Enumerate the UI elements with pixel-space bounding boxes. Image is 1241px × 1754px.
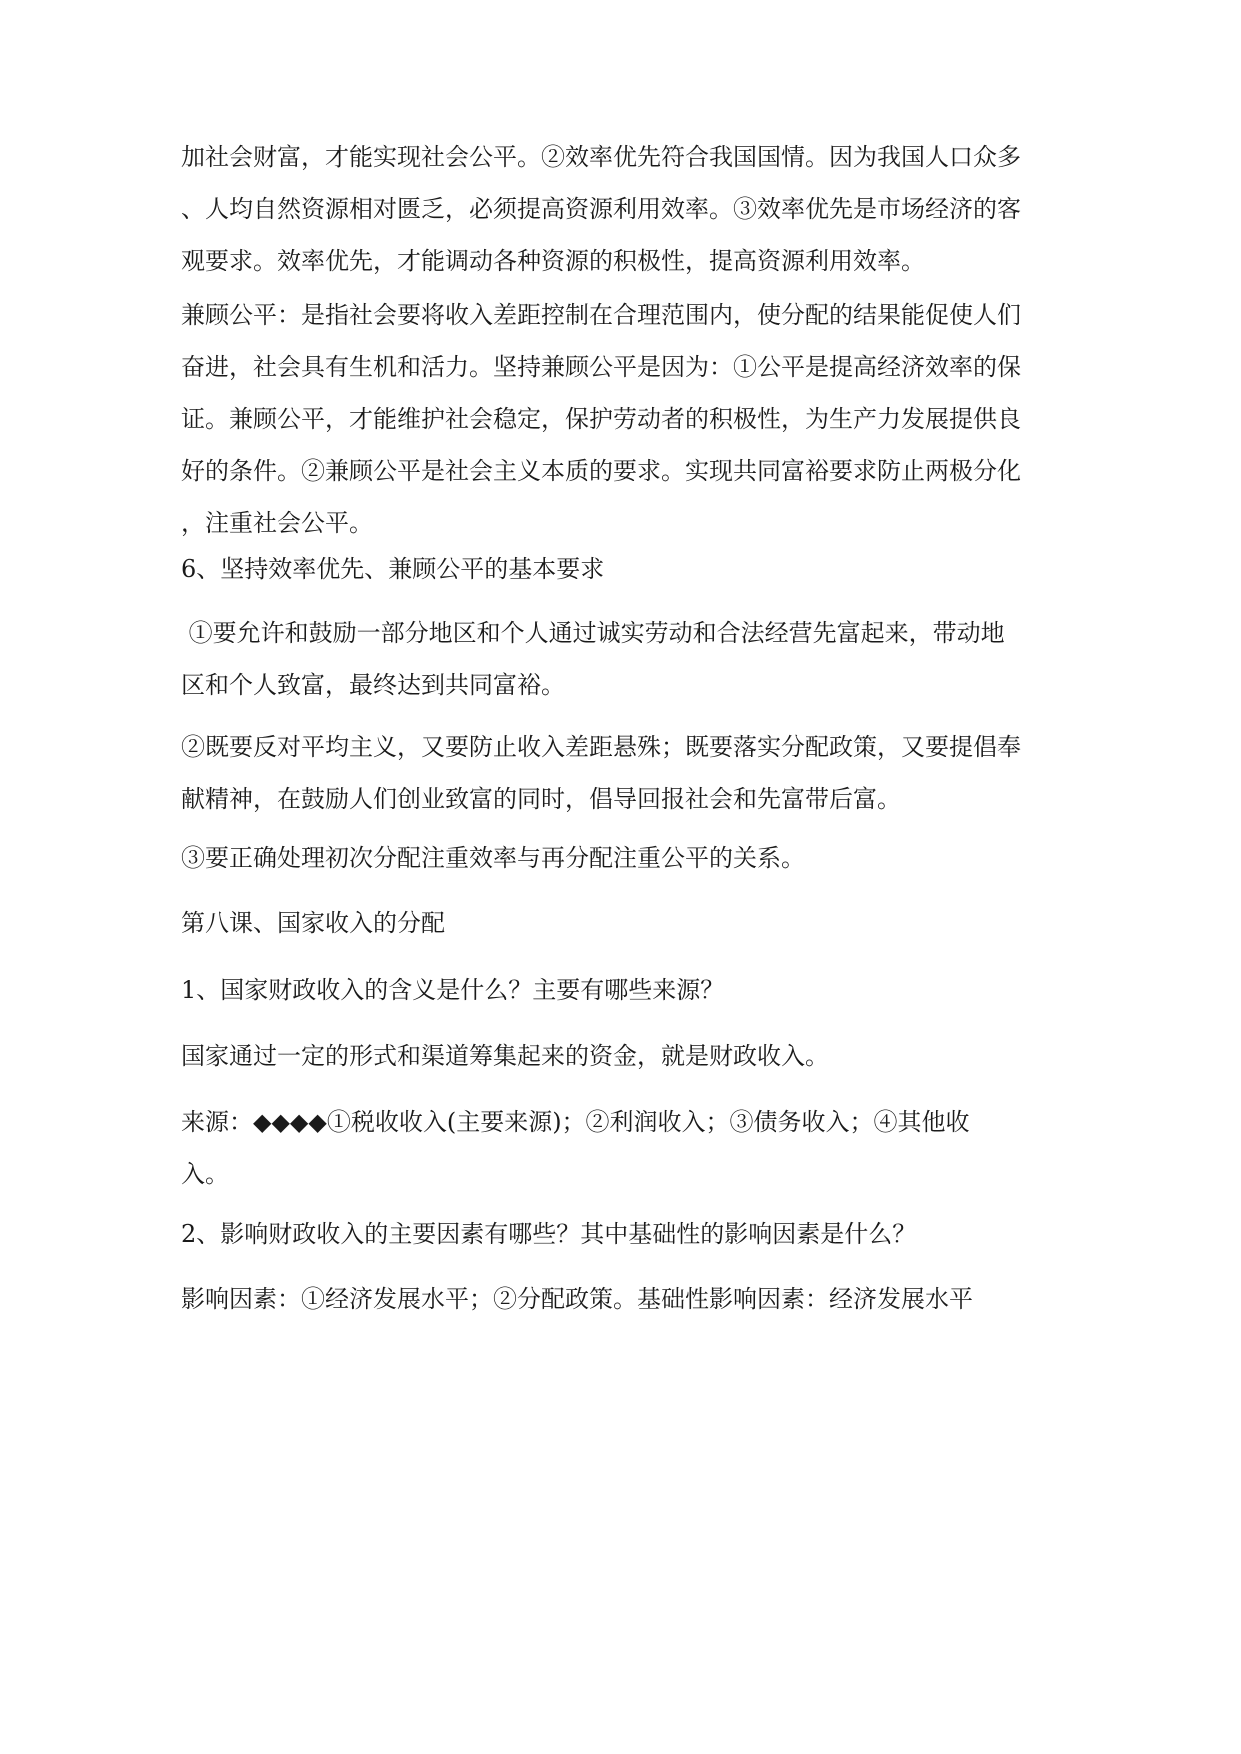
- paragraph-efficiency-priority: [181, 131, 1065, 287]
- text-line: 影响因素：①经济发展水平；②分配政策。基础性影响因素：经济发展水平: [181, 1285, 973, 1313]
- heading-lesson-8: [181, 897, 1065, 949]
- heading-text: 6、坚持效率优先、兼顾公平的基本要求: [181, 555, 605, 583]
- text-line: 奋进，社会具有生机和活力。坚持兼顾公平是因为：①公平是提高经济效率的保: [181, 353, 1021, 381]
- text-line: ②既要反对平均主义，又要防止收入差距悬殊；既要落实分配政策，又要提倡奉: [181, 733, 1021, 761]
- paragraph-influencing-factors: [181, 1273, 1065, 1325]
- text-line: 国家通过一定的形式和渠道筹集起来的资金，就是财政收入。: [181, 1042, 829, 1070]
- paragraph-fairness: [181, 289, 1065, 549]
- paragraph-requirement-1: [181, 607, 1065, 711]
- text-line: ，注重社会公平。: [181, 509, 373, 537]
- text-line: 证。兼顾公平，才能维护社会稳定，保护劳动者的积极性，为生产力发展提供良: [181, 405, 1021, 433]
- heading-text: 第八课、国家收入的分配: [181, 909, 445, 937]
- text-line: ③要正确处理初次分配注重效率与再分配注重公平的关系。: [181, 844, 805, 872]
- text-line: 加社会财富，才能实现社会公平。②效率优先符合我国国情。因为我国人口众多: [181, 143, 1021, 171]
- heading-text: 2、影响财政收入的主要因素有哪些？其中基础性的影响因素是什么？: [181, 1220, 917, 1248]
- heading-basic-requirements: [181, 543, 1065, 595]
- paragraph-requirement-3: [181, 832, 1065, 884]
- text-line: 来源：◆◆◆◆①税收收入(主要来源)；②利润收入；③债务收入；④其他收: [181, 1108, 970, 1136]
- text-line: 入。: [181, 1160, 229, 1188]
- heading-question-1: [181, 964, 1065, 1016]
- text-line: ①要允许和鼓励一部分地区和个人通过诚实劳动和合法经营先富起来，带动地: [181, 619, 1005, 647]
- paragraph-revenue-sources: [181, 1096, 1065, 1200]
- paragraph-fiscal-revenue-definition: [181, 1030, 1065, 1082]
- heading-question-2: [181, 1208, 1065, 1260]
- paragraph-requirement-2: [181, 721, 1065, 825]
- text-line: 、人均自然资源相对匮乏，必须提高资源利用效率。③效率优先是市场经济的客: [181, 195, 1021, 223]
- heading-text: 1、国家财政收入的含义是什么？主要有哪些来源？: [181, 976, 725, 1004]
- text-line: 区和个人致富，最终达到共同富裕。: [181, 671, 565, 699]
- text-line: 献精神，在鼓励人们创业致富的同时，倡导回报社会和先富带后富。: [181, 785, 901, 813]
- text-line: 观要求。效率优先，才能调动各种资源的积极性，提高资源利用效率。: [181, 247, 925, 275]
- text-line: 好的条件。②兼顾公平是社会主义本质的要求。实现共同富裕要求防止两极分化: [181, 457, 1021, 485]
- text-line: 兼顾公平：是指社会要将收入差距控制在合理范围内，使分配的结果能促使人们: [181, 301, 1021, 329]
